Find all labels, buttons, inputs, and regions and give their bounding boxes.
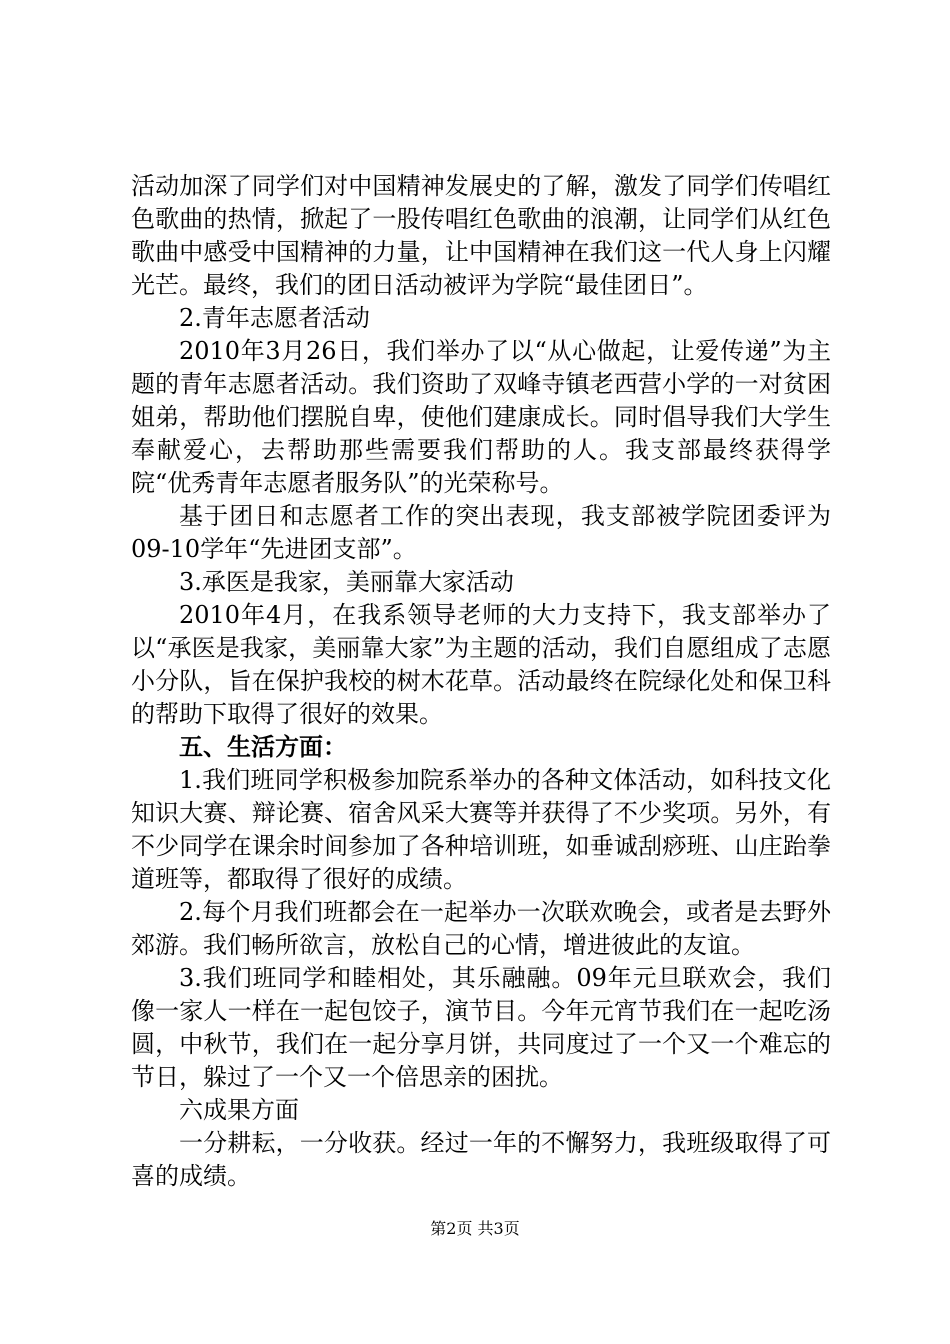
paragraph-life-2: 2.每个月我们班都会在一起举办一次联欢晚会，或者是去野外郊游。我们畅所欲言，放松自己的心情，增进彼此的友谊。 xyxy=(131,898,831,959)
subheading-youth-volunteer: 2.青年志愿者活动 xyxy=(179,304,370,332)
page-footer: 第2页 共3页 xyxy=(430,1219,520,1238)
paragraph-volunteer-activity: 2010年3月26日，我们举办了以“从心做起，让爱传递”为主题的青年志愿者活动。我们资助了双峰寺镇老西营小学的一对贫困姐弟，帮助他们摆脱自卑，使他们建康成长。同时倡导我们大学生奉献爱心，去帮助那些需要我们帮助的人。我支部最终获得学院“优秀青年志愿者服务队”的光荣称号。 xyxy=(131,337,831,497)
section-heading-life: 五、生活方面： xyxy=(179,733,347,761)
subheading-campus-activity: 3.承医是我家，美丽靠大家活动 xyxy=(179,568,514,596)
paragraph-life-1: 1.我们班同学积极参加院系举办的各种文体活动，如科技文化知识大赛、辩论赛、宿舍风采大赛等并获得了不少奖项。另外，有不少同学在课余时间参加了各种培训班，如垂诚刮痧班、山庄跆拳道班等，都取得了很好的成绩。 xyxy=(131,766,831,893)
body-text xyxy=(131,170,831,1193)
paragraph-results: 一分耕耘，一分收获。经过一年的不懈努力，我班级取得了可喜的成绩。 xyxy=(131,1129,831,1190)
paragraph-life-3: 3.我们班同学和睦相处，其乐融融。09年元旦联欢会，我们像一家人一样在一起包饺子，演节目。今年元宵节我们在一起吃汤圆，中秋节，我们在一起分享月饼，共同度过了一个又一个难忘的节日，躲过了一个又一个倍思亲的困扰。 xyxy=(131,964,831,1091)
paragraph-campus-activity: 2010年4月，在我系领导老师的大力支持下，我支部举办了以“承医是我家，美丽靠大家”为主题的活动，我们自愿组成了志愿小分队，旨在保护我校的树木花草。活动最终在院绿化处和保卫科的帮助下取得了很好的效果。 xyxy=(131,601,831,728)
section-heading-results: 六成果方面 xyxy=(179,1096,299,1124)
paragraph-advanced-branch: 基于团日和志愿者工作的突出表现，我支部被学院团委评为09-10学年“先进团支部”。 xyxy=(131,502,831,563)
paragraph-continuation: 活动加深了同学们对中国精神发展史的了解，激发了同学们传唱红色歌曲的热情，掀起了一股传唱红色歌曲的浪潮，让同学们从红色歌曲中感受中国精神的力量，让中国精神在我们这一代人身上闪耀光芒。最终，我们的团日活动被评为学院“最佳团日”。 xyxy=(131,172,831,299)
